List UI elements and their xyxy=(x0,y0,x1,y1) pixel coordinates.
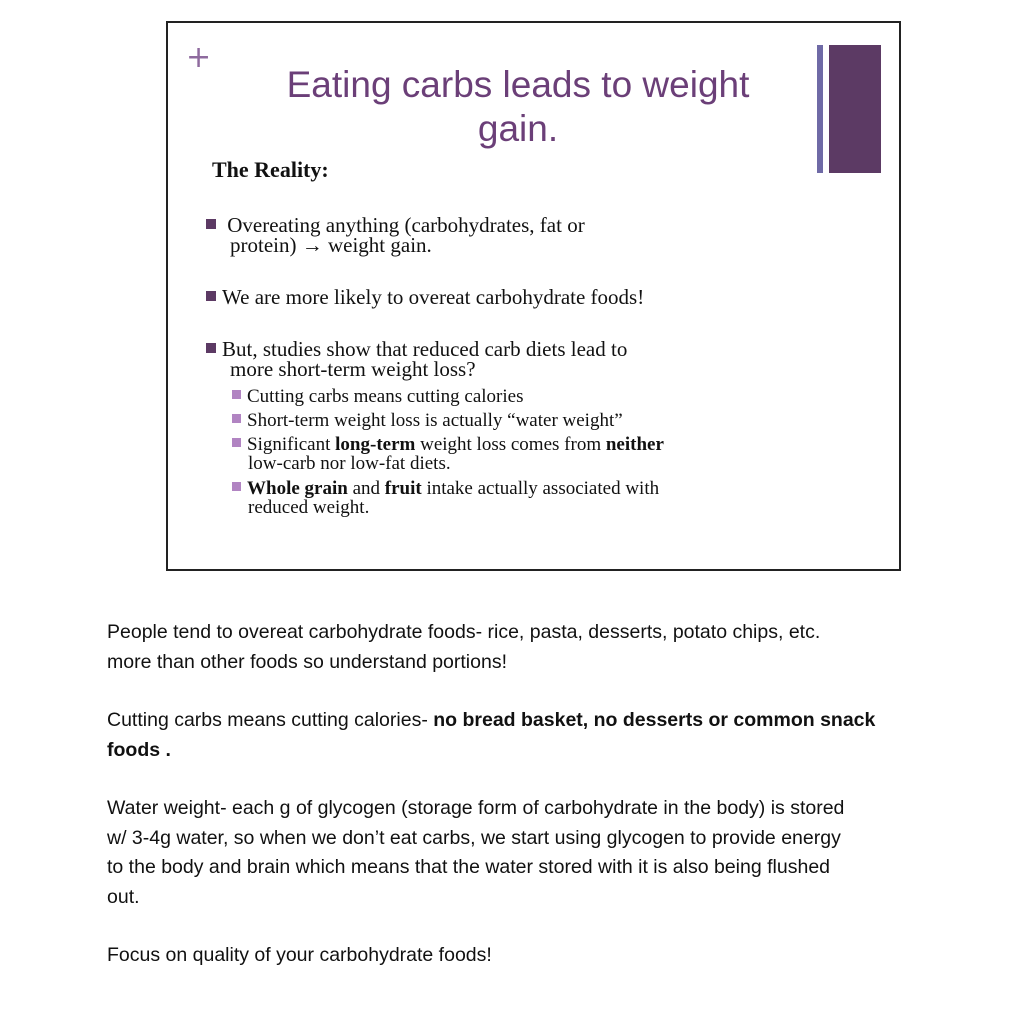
notes-line: more than other foods so understand portions! xyxy=(107,650,507,673)
sub-bullet-item xyxy=(232,411,623,430)
bullet-text: But, studies show that reduced carb diets lead to xyxy=(222,337,628,361)
notes-paragraph xyxy=(107,706,967,765)
sub-bullet-item xyxy=(232,435,664,473)
square-bullet-icon xyxy=(232,390,241,399)
notes-bold-text: no bread basket, no desserts or common snack xyxy=(433,709,876,731)
square-bullet-icon xyxy=(232,414,241,423)
bullet-item xyxy=(206,339,627,379)
bullet-text: protein) → weight gain. xyxy=(230,233,432,257)
notes-line: Cutting carbs means cutting calories- xyxy=(107,709,434,731)
sub-bullet-text: reduced weight. xyxy=(248,497,370,518)
notes-line: People tend to overeat carbohydrate foods- rice, pasta, desserts, potato chips, etc. xyxy=(107,621,821,643)
square-bullet-icon xyxy=(206,291,216,301)
plus-icon: + xyxy=(186,40,212,75)
square-bullet-icon xyxy=(206,343,216,353)
bullet-item xyxy=(206,287,644,307)
notes-paragraph xyxy=(107,794,967,912)
square-bullet-icon xyxy=(232,438,241,447)
sub-bullet-bold: long-term xyxy=(335,434,416,455)
sub-bullet-text: Cutting carbs means cutting calories xyxy=(247,386,524,407)
notes-line: w/ 3-4g water, so when we don’t eat carbs, we start using glycogen to provide energy xyxy=(107,826,841,849)
sub-bullet-text: Significant xyxy=(247,434,336,455)
bullet-item xyxy=(206,215,585,255)
decorative-bar-thick xyxy=(829,45,881,173)
slide-image xyxy=(166,21,901,571)
bullet-text: more short-term weight loss? xyxy=(230,357,476,381)
slide-title-line2: gain. xyxy=(477,108,559,149)
notes-line: Focus on quality of your carbohydrate foods! xyxy=(107,944,492,966)
bullet-text: We are more likely to overeat carbohydrate foods! xyxy=(222,285,645,309)
notes-line: to the body and brain which means that the water stored with it is also being flushed xyxy=(107,856,831,878)
notes-line: out. xyxy=(107,885,140,908)
sub-bullet-bold: fruit xyxy=(384,478,422,499)
decorative-bar-thin xyxy=(817,45,823,173)
sub-bullet-bold: Whole grain xyxy=(247,478,348,499)
slide-title xyxy=(228,63,808,151)
notes-line: Water weight- each g of glycogen (storage form of carbohydrate in the body) is stored xyxy=(107,797,845,819)
square-bullet-icon xyxy=(232,482,241,491)
sub-bullet-text: Short-term weight loss is actually “water weight” xyxy=(247,410,623,431)
sub-bullet-item xyxy=(232,479,659,517)
bullet-text: Overeating anything (carbohydrates, fat or xyxy=(222,213,585,237)
notes-paragraph xyxy=(107,618,967,677)
sub-bullet-text: low-carb nor low-fat diets. xyxy=(248,453,451,474)
sub-bullet-text: weight loss comes from xyxy=(415,434,606,455)
sub-bullet-item xyxy=(232,387,523,406)
notes-bold-text: foods . xyxy=(107,738,171,761)
sub-bullet-bold: neither xyxy=(605,434,664,455)
reality-heading: The Reality: xyxy=(212,157,329,182)
sub-bullet-text: and xyxy=(347,478,385,499)
notes-paragraph xyxy=(107,941,967,971)
sub-bullet-text: intake actually associated with xyxy=(421,478,660,499)
square-bullet-icon xyxy=(206,219,216,229)
slide-title-line1: Eating carbs leads to weight xyxy=(286,64,750,105)
